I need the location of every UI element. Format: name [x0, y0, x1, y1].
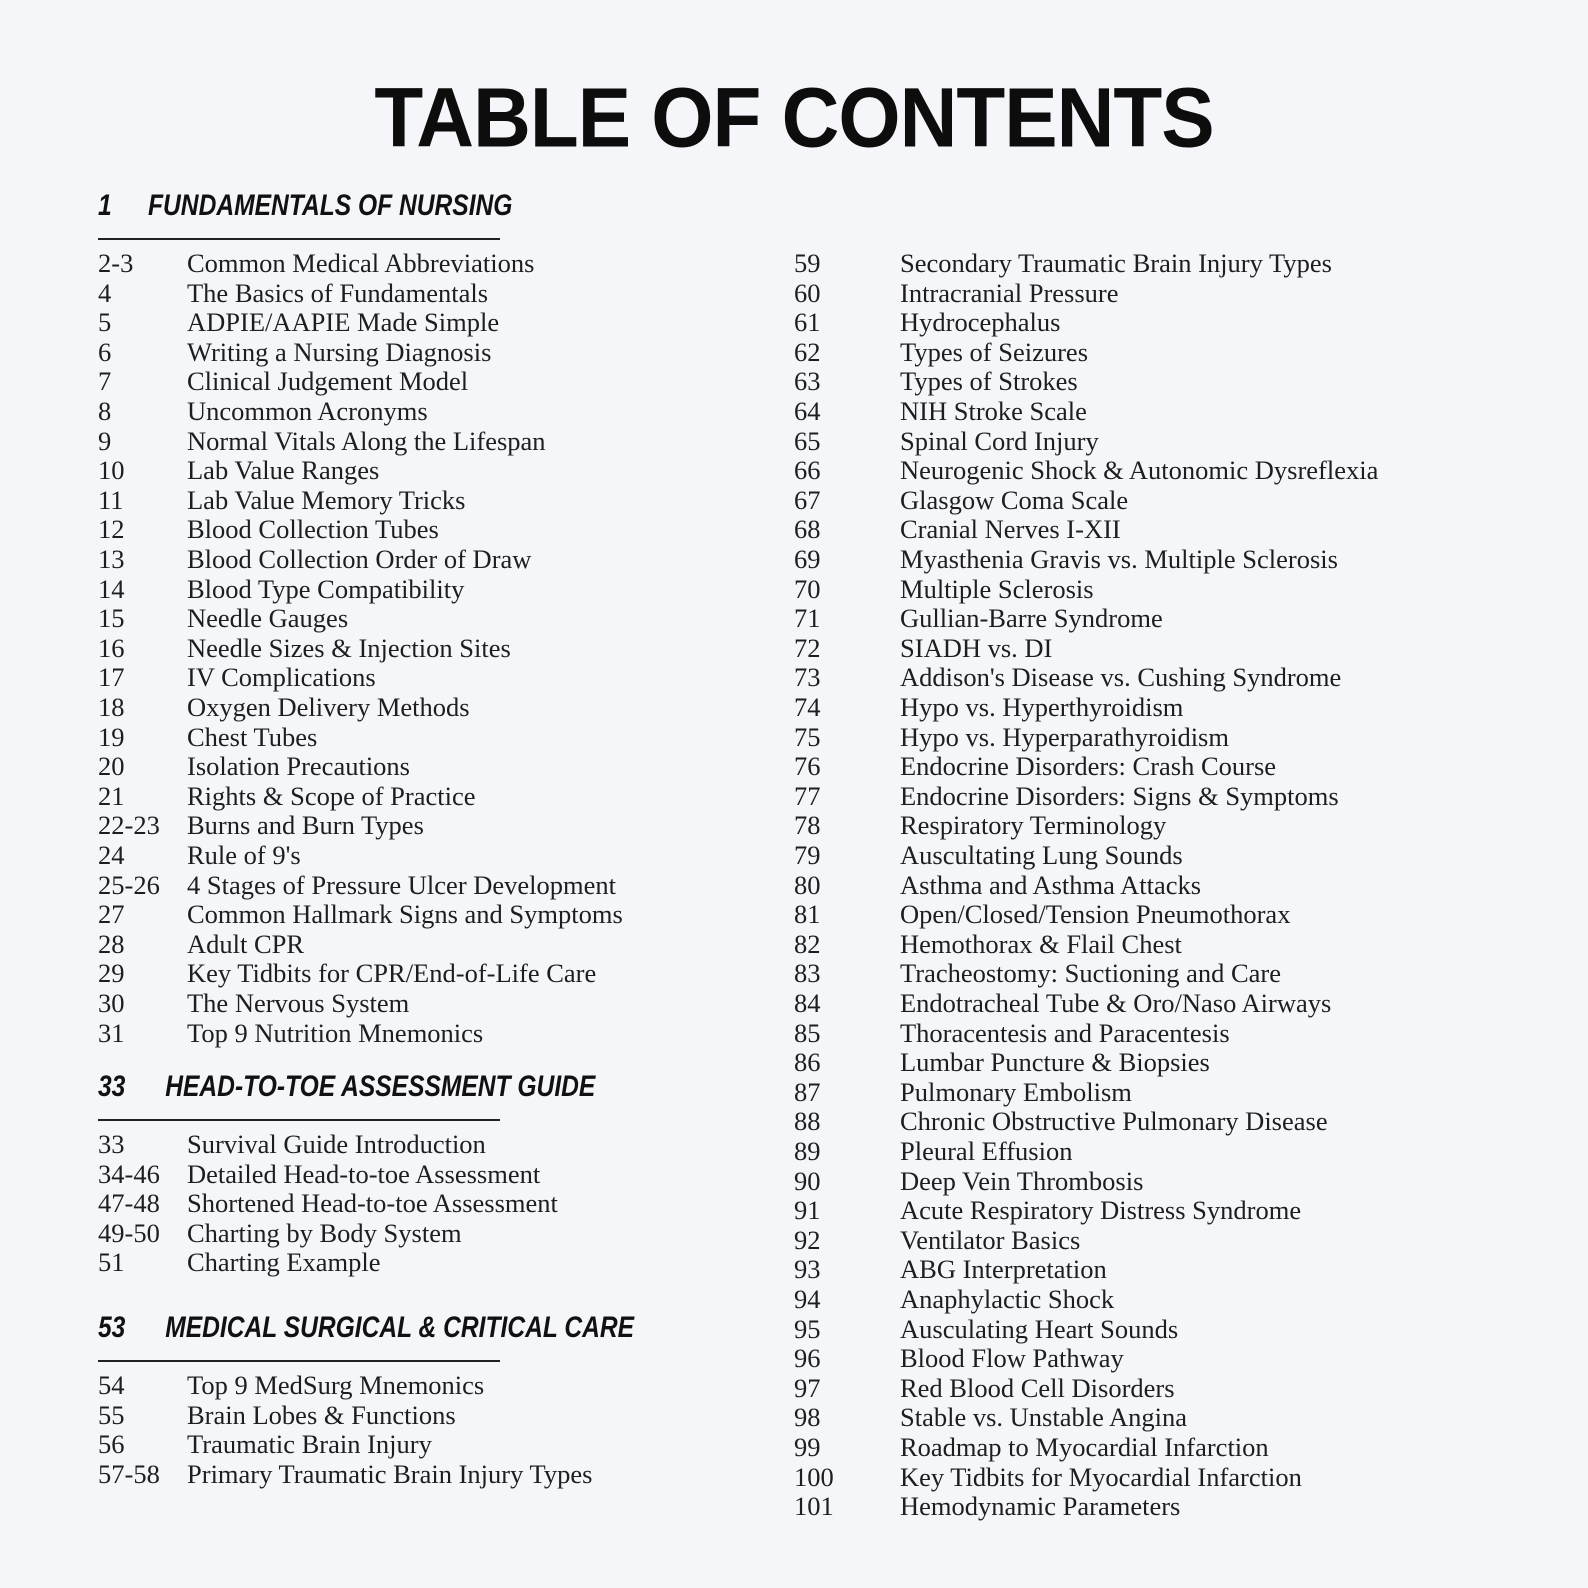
- section-number: 1: [98, 189, 112, 222]
- entry-page-number: 25-26: [98, 869, 160, 900]
- entry-page-number: 24: [98, 840, 125, 870]
- entry-title: Survival Guide Introduction: [187, 1129, 486, 1159]
- section-name: HEAD-TO-TOE ASSESSMENT GUIDE: [165, 1070, 596, 1103]
- entry-page-number: 69: [794, 544, 821, 574]
- entry-title: Hemodynamic Parameters: [900, 1491, 1181, 1522]
- entry-page-number: 78: [794, 810, 821, 841]
- entry-title: Multiple Sclerosis: [900, 573, 1094, 604]
- entry-page-number: 14: [98, 573, 125, 604]
- entry-page-number: 20: [98, 751, 125, 782]
- entry-title: Traumatic Brain Injury: [187, 1429, 432, 1460]
- entry-title: Intracranial Pressure: [900, 277, 1119, 308]
- entry-page-number: 77: [794, 780, 821, 811]
- entry-page-number: 98: [794, 1402, 821, 1433]
- entry-title: Types of Strokes: [900, 366, 1078, 397]
- section-fundamentals: [98, 186, 603, 240]
- entry-title: Asthma and Asthma Attacks: [900, 869, 1202, 900]
- entry-title: Blood Flow Pathway: [900, 1343, 1124, 1374]
- entry-page-number: 13: [98, 544, 125, 574]
- entry-title: Spinal Cord Injury: [900, 425, 1099, 456]
- entry-title: SIADH vs. DI: [900, 632, 1053, 663]
- entry-page-number: 97: [794, 1372, 821, 1403]
- section-name: MEDICAL SURGICAL & CRITICAL CARE: [165, 1311, 635, 1344]
- entry-title: Cranial Nerves I-XII: [900, 514, 1121, 545]
- entry-page-number: 82: [794, 928, 821, 959]
- entry-title: Lab Value Ranges: [187, 455, 380, 486]
- entry-page-number: 4: [98, 277, 112, 308]
- entry-page-number: 29: [98, 958, 125, 989]
- entry-page-number: 80: [794, 869, 821, 900]
- entry-title: Stable vs. Unstable Angina: [900, 1402, 1188, 1433]
- entry-title: Neurogenic Shock & Autonomic Dysreflexia: [900, 455, 1379, 486]
- entry-title: Hypo vs. Hyperparathyroidism: [900, 721, 1229, 752]
- entry-page-number: 92: [794, 1224, 821, 1255]
- entry-page-number: 57-58: [98, 1458, 160, 1489]
- entry-page-number: 64: [794, 396, 821, 426]
- entry-title: Adult CPR: [187, 928, 305, 959]
- entry-title: Open/Closed/Tension Pneumothorax: [900, 899, 1291, 930]
- entry-page-number: 15: [98, 603, 125, 634]
- entry-page-number: 62: [794, 336, 821, 367]
- entry-page-number: 34-46: [98, 1158, 160, 1189]
- entry-page-number: 33: [98, 1129, 125, 1159]
- entry-title: ADPIE/AAPIE Made Simple: [187, 307, 500, 338]
- entry-title: Burns and Burn Types: [187, 810, 424, 841]
- entry-page-number: 49-50: [98, 1217, 160, 1248]
- entry-title: Ventilator Basics: [900, 1224, 1081, 1255]
- entry-page-number: 71: [794, 603, 821, 634]
- entry-title: Rights & Scope of Practice: [187, 780, 476, 811]
- entry-title: IV Complications: [187, 662, 376, 693]
- entry-title: Needle Gauges: [187, 603, 349, 634]
- entry-title: Detailed Head-to-toe Assessment: [187, 1158, 541, 1189]
- entry-page-number: 31: [98, 1017, 125, 1048]
- entry-title: Top 9 MedSurg Mnemonics: [187, 1370, 485, 1400]
- entry-title: The Basics of Fundamentals: [187, 277, 489, 308]
- entry-page-number: 5: [98, 307, 112, 338]
- entry-page-number: 95: [794, 1313, 821, 1344]
- entry-page-number: 17: [98, 662, 125, 693]
- entry-title: Deep Vein Thrombosis: [900, 1165, 1144, 1196]
- section-medical-surgical: [98, 1308, 752, 1362]
- entry-page-number: 93: [794, 1254, 821, 1285]
- entry-title: Normal Vitals Along the Lifespan: [187, 425, 546, 456]
- section-heading: [98, 1308, 634, 1348]
- entry-page-number: 100: [794, 1461, 834, 1492]
- entry-page-number: 91: [794, 1195, 821, 1226]
- page-title: TABLE OF CONTENTS: [374, 70, 1214, 165]
- entry-page-number: 19: [98, 721, 125, 752]
- entry-title: Chronic Obstructive Pulmonary Disease: [900, 1106, 1328, 1137]
- entry-title: Secondary Traumatic Brain Injury Types: [900, 248, 1332, 278]
- entry-title: Blood Collection Order of Draw: [187, 544, 532, 574]
- entry-title: Key Tidbits for CPR/End-of-Life Care: [187, 958, 597, 989]
- entry-page-number: 61: [794, 307, 821, 338]
- entry-title: Brain Lobes & Functions: [187, 1399, 456, 1430]
- entry-page-number: 75: [794, 721, 821, 752]
- entry-title: Shortened Head-to-toe Assessment: [187, 1188, 558, 1219]
- entry-title: Ausculating Heart Sounds: [900, 1313, 1179, 1344]
- entry-page-number: 73: [794, 662, 821, 693]
- entry-title: Myasthenia Gravis vs. Multiple Sclerosis: [900, 544, 1338, 574]
- entry-title: Endotracheal Tube & Oro/Naso Airways: [900, 988, 1332, 1018]
- entry-title: Thoracentesis and Paracentesis: [900, 1017, 1230, 1048]
- entry-page-number: 7: [98, 366, 112, 397]
- entry-title: Types of Seizures: [900, 336, 1089, 367]
- entry-page-number: 59: [794, 248, 821, 278]
- entry-title: Pulmonary Embolism: [900, 1076, 1132, 1107]
- entry-page-number: 83: [794, 958, 821, 989]
- entry-page-number: 18: [98, 692, 125, 722]
- entry-title: Blood Type Compatibility: [187, 573, 465, 604]
- section-heading: [98, 186, 512, 226]
- entry-page-number: 2-3: [98, 248, 134, 278]
- entry-page-number: 94: [794, 1284, 821, 1314]
- entry-title: Charting Example: [187, 1247, 381, 1278]
- section-name: FUNDAMENTALS OF NURSING: [148, 189, 513, 222]
- entry-page-number: 28: [98, 928, 125, 959]
- entry-page-number: 72: [794, 632, 821, 663]
- entry-title: Hydrocephalus: [900, 307, 1061, 338]
- entry-title: Isolation Precautions: [187, 751, 410, 782]
- entry-page-number: 86: [794, 1047, 821, 1078]
- entry-page-number: 9: [98, 425, 112, 456]
- section-head-to-toe: [98, 1067, 705, 1121]
- entry-title: 4 Stages of Pressure Ulcer Development: [187, 869, 617, 900]
- entry-title: The Nervous System: [187, 988, 410, 1018]
- entry-title: Pleural Effusion: [900, 1136, 1073, 1166]
- entry-title: Blood Collection Tubes: [187, 514, 439, 545]
- entry-title: Hemothorax & Flail Chest: [900, 928, 1182, 959]
- entry-title: Endocrine Disorders: Crash Course: [900, 751, 1277, 782]
- section-divider: [98, 1360, 500, 1362]
- entry-page-number: 16: [98, 632, 125, 663]
- entry-page-number: 60: [794, 277, 821, 308]
- entry-title: Auscultating Lung Sounds: [900, 840, 1183, 870]
- entry-page-number: 6: [98, 336, 112, 367]
- entry-title: Writing a Nursing Diagnosis: [187, 336, 492, 367]
- entry-title: Uncommon Acronyms: [187, 396, 428, 426]
- entry-page-number: 87: [794, 1076, 821, 1107]
- entry-page-number: 66: [794, 455, 821, 486]
- entry-page-number: 65: [794, 425, 821, 456]
- entry-page-number: 101: [794, 1491, 834, 1522]
- entry-page-number: 74: [794, 692, 821, 722]
- entry-title: Anaphylactic Shock: [900, 1284, 1115, 1314]
- entry-page-number: 84: [794, 988, 821, 1018]
- entry-page-number: 47-48: [98, 1188, 160, 1219]
- entry-title: Addison's Disease vs. Cushing Syndrome: [900, 662, 1342, 693]
- entry-title: Acute Respiratory Distress Syndrome: [900, 1195, 1302, 1226]
- section-heading: [98, 1067, 595, 1107]
- entry-page-number: 10: [98, 455, 125, 486]
- entry-page-number: 56: [98, 1429, 125, 1460]
- section-number: 53: [98, 1311, 126, 1344]
- entry-page-number: 8: [98, 396, 112, 426]
- section-divider: [98, 238, 500, 240]
- entry-page-number: 63: [794, 366, 821, 397]
- entry-title: Glasgow Coma Scale: [900, 484, 1129, 515]
- entry-page-number: 79: [794, 840, 821, 870]
- entry-page-number: 12: [98, 514, 125, 545]
- entry-title: Clinical Judgement Model: [187, 366, 469, 397]
- entry-title: Lumbar Puncture & Biopsies: [900, 1047, 1210, 1078]
- entry-title: ABG Interpretation: [900, 1254, 1107, 1285]
- entry-page-number: 11: [98, 484, 124, 515]
- entry-page-number: 96: [794, 1343, 821, 1374]
- entry-title: Oxygen Delivery Methods: [187, 692, 470, 722]
- entry-page-number: 27: [98, 899, 125, 930]
- entry-page-number: 99: [794, 1432, 821, 1462]
- entry-page-number: 51: [98, 1247, 125, 1278]
- entry-page-number: 76: [794, 751, 821, 782]
- entry-title: Lab Value Memory Tricks: [187, 484, 466, 515]
- entry-page-number: 70: [794, 573, 821, 604]
- section-divider: [98, 1119, 500, 1121]
- entry-page-number: 21: [98, 780, 125, 811]
- section-number: 33: [98, 1070, 126, 1103]
- entry-title: Primary Traumatic Brain Injury Types: [187, 1458, 593, 1489]
- entry-title: Roadmap to Myocardial Infarction: [900, 1432, 1269, 1462]
- entry-page-number: 67: [794, 484, 821, 515]
- entry-title: Hypo vs. Hyperthyroidism: [900, 692, 1184, 722]
- entry-page-number: 30: [98, 988, 125, 1018]
- entry-title: NIH Stroke Scale: [900, 396, 1087, 426]
- entry-title: Key Tidbits for Myocardial Infarction: [900, 1461, 1302, 1492]
- entry-title: Charting by Body System: [187, 1217, 462, 1248]
- entry-title: Chest Tubes: [187, 721, 318, 752]
- entry-page-number: 55: [98, 1399, 125, 1430]
- entry-page-number: 54: [98, 1370, 125, 1400]
- entry-title: Tracheostomy: Suctioning and Care: [900, 958, 1282, 989]
- entry-title: Common Hallmark Signs and Symptoms: [187, 899, 623, 930]
- entry-page-number: 22-23: [98, 810, 160, 841]
- entry-title: Top 9 Nutrition Mnemonics: [187, 1017, 484, 1048]
- entry-page-number: 81: [794, 899, 821, 930]
- entry-title: Respiratory Terminology: [900, 810, 1167, 841]
- entry-title: Common Medical Abbreviations: [187, 248, 535, 278]
- entry-title: Endocrine Disorders: Signs & Symptoms: [900, 780, 1339, 811]
- entry-page-number: 85: [794, 1017, 821, 1048]
- entry-page-number: 68: [794, 514, 821, 545]
- entry-title: Gullian-Barre Syndrome: [900, 603, 1163, 634]
- entry-page-number: 89: [794, 1136, 821, 1166]
- entry-title: Red Blood Cell Disorders: [900, 1372, 1175, 1403]
- entry-page-number: 90: [794, 1165, 821, 1196]
- entry-page-number: 88: [794, 1106, 821, 1137]
- entry-title: Needle Sizes & Injection Sites: [187, 632, 511, 663]
- entry-title: Rule of 9's: [187, 840, 301, 870]
